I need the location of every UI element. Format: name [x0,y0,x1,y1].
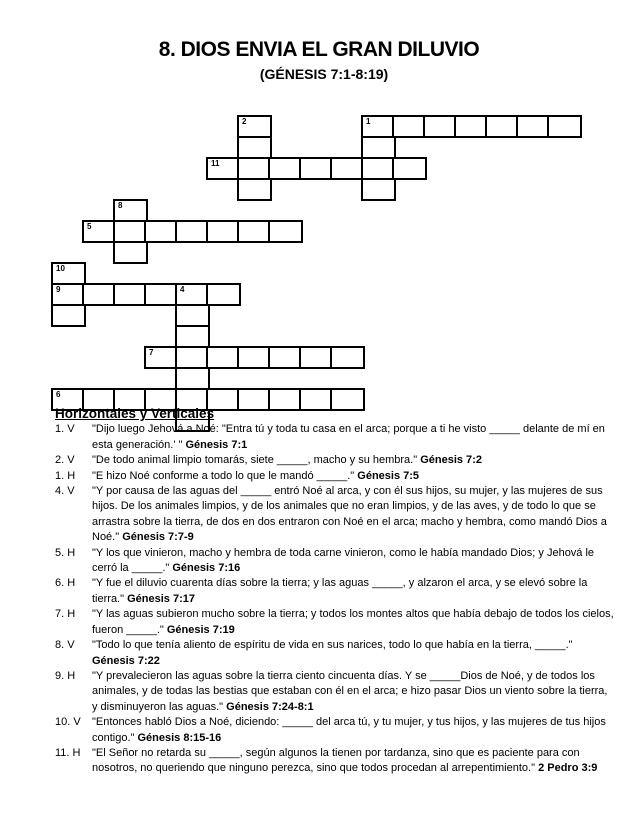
crossword-cell[interactable] [51,262,86,285]
clue-item [55,669,615,715]
clue-label: 9. H [55,669,76,682]
crossword-cell[interactable] [516,115,551,138]
clue-item [55,715,615,746]
crossword-cell[interactable] [82,220,117,243]
clue-item [55,546,615,577]
clue-item [55,422,615,453]
crossword-cell[interactable] [82,283,117,306]
clue-text: "Todo lo que tenía aliento de espíritu de vida en sus narices, todo lo que había en la tierra, _____." [92,639,573,652]
clue-item [55,469,615,484]
clue-text: "E hizo Noé conforme a todo lo que le mandó _____." [92,469,355,482]
clue-body [92,422,615,453]
crossword-cell[interactable] [51,283,86,306]
crossword-cell[interactable] [361,157,396,180]
clue-body [92,484,615,546]
clue-label: 2. V [55,454,75,467]
clue-body [92,576,615,607]
crossword-grid [0,0,638,400]
clue-body [92,607,615,638]
clue-reference: Génesis 7:7-9 [122,531,194,544]
clue-text: "De todo animal limpio tomarás, siete _____, macho y su hembra." [92,454,418,467]
crossword-cell[interactable] [330,157,365,180]
crossword-cell[interactable] [175,367,210,390]
clue-number: 1 [366,117,371,126]
crossword-cell[interactable] [237,115,272,138]
clue-number: 2 [242,117,247,126]
clue-label: 10. V [55,716,81,729]
crossword-cell[interactable] [330,346,365,369]
crossword-cell[interactable] [206,157,241,180]
crossword-cell[interactable] [206,220,241,243]
clue-body [92,469,615,484]
clue-number: 10 [56,264,65,273]
page-title: 8. DIOS ENVIA EL GRAN DILUVIO [158,38,480,61]
clue-number: 5 [87,222,92,231]
clue-label: 4. V [55,485,75,498]
crossword-cell[interactable] [423,115,458,138]
clue-reference: Génesis 7:24-8:1 [226,700,314,713]
crossword-cell[interactable] [237,178,272,201]
clue-body [92,669,615,715]
crossword-cell[interactable] [237,136,272,159]
clue-item [55,453,615,468]
clue-number: 4 [180,285,185,294]
clue-item [55,484,615,546]
clue-label: 7. H [55,608,76,621]
clue-label: 1. H [55,469,76,482]
clue-number: 11 [211,159,220,168]
clue-reference: Génesis 7:22 [92,654,160,667]
crossword-cell[interactable] [268,346,303,369]
clue-body [92,715,615,746]
clue-label: 8. V [55,639,75,652]
crossword-cell[interactable] [113,241,148,264]
crossword-cell[interactable] [485,115,520,138]
crossword-cell[interactable] [237,346,272,369]
clue-label: 5. H [55,546,76,559]
crossword-cell[interactable] [361,178,396,201]
crossword-cell[interactable] [175,346,210,369]
clue-text: "Y prevalecieron las aguas sobre la tierra ciento cincuenta días. Y se _____Dios de Noé, y de todos los animales, y de todas las bestias que estaban con él en el arca; e hizo pasar Dios un viento sobre la tierra, y disminuyeron las aguas." [92,669,608,713]
crossword-cell[interactable] [206,346,241,369]
clue-text: "Y los que vinieron, macho y hembra de toda carne vinieron, como le había mandado Dios; y Jehová le cerró la _____." [92,546,595,575]
crossword-cell[interactable] [547,115,582,138]
crossword-cell[interactable] [392,115,427,138]
crossword-cell[interactable] [392,157,427,180]
clue-body [92,546,615,577]
crossword-cell[interactable] [361,115,396,138]
crossword-cell[interactable] [237,220,272,243]
clue-text: "El Señor no retarda su _____, según algunos la tienen por tardanza, sino que es paciente para con nosotros, no queriendo que ninguno perezca, sino que todos procedan al arrepentimiento." [92,746,580,775]
crossword-cell[interactable] [175,304,210,327]
clue-text: "Entonces habló Dios a Noé, diciendo: _____ del arca tú, y tu mujer, y tus hijos, y las mujeres de tus hijos contigo." [92,716,606,744]
clue-reference: Génesis 7:19 [166,623,235,636]
clue-text: "Dijo luego Jehová a Noé: "Entra tú y toda tu casa en el arca; porque a ti he visto _____ delante de mí en esta generación.' " [92,423,605,451]
clue-number: 6 [56,390,61,399]
crossword-cell[interactable] [237,157,272,180]
crossword-cell[interactable] [299,157,334,180]
crossword-cell[interactable] [51,304,86,327]
crossword-cell[interactable] [268,220,303,243]
crossword-cell[interactable] [144,346,179,369]
clue-text: "Y por causa de las aguas del _____ entró Noé al arca, y con él sus hijos, su mujer, y las mujeres de sus hijos. De los animales limpios, y de los animales que no eran limpios, y de las aves, y de todo lo que se arrastra sobre la tierra, de dos en dos entraron con Noé en el arca; macho y hembra, como mandó Dios a Noé." [92,485,607,544]
clue-reference: Génesis 8:15-16 [137,731,222,744]
clue-reference: Génesis 7:16 [172,562,241,575]
crossword-cell[interactable] [206,283,241,306]
crossword-cell[interactable] [268,157,303,180]
crossword-cell[interactable] [144,283,179,306]
clues-heading: Horizontales y Verticales [55,406,215,421]
clue-text: "Y fue el diluvio cuarenta días sobre la tierra; y las aguas _____, y alzaron el arca, y se elevó sobre la tierra." [92,577,588,605]
clue-reference: Génesis 7:2 [420,454,482,467]
crossword-cell[interactable] [144,220,179,243]
clue-list [55,406,615,777]
clue-label: 6. H [55,577,76,590]
crossword-cell[interactable] [299,346,334,369]
clue-body [92,638,615,669]
clue-number: 8 [118,201,123,210]
crossword-cell[interactable] [113,199,148,222]
clue-reference: Génesis 7:17 [127,592,195,605]
clue-item [55,746,615,777]
clue-number: 9 [56,285,61,294]
clue-item [55,607,615,638]
crossword-cell[interactable] [361,136,396,159]
crossword-cell[interactable] [175,283,210,306]
crossword-cell[interactable] [175,220,210,243]
clue-body [92,746,615,777]
clue-reference: 2 Pedro 3:9 [538,762,598,775]
clue-label: 1. V [55,423,75,436]
clue-body [92,453,615,468]
clue-item [55,576,615,607]
clue-reference: Génesis 7:1 [185,438,248,451]
crossword-cell[interactable] [175,325,210,348]
clue-item [55,638,615,669]
clue-reference: Génesis 7:5 [357,469,420,482]
crossword-cell[interactable] [454,115,489,138]
clue-label: 11. H [55,746,81,759]
crossword-cell[interactable] [113,220,148,243]
crossword-cell[interactable] [113,283,148,306]
clue-number: 7 [149,348,154,357]
clue-text: "Y las aguas subieron mucho sobre la tierra; y todos los montes altos que había debajo de todos los cielos, fueron _____." [92,608,614,636]
page-subtitle: (GÉNESIS 7:1-8:19) [259,66,389,82]
